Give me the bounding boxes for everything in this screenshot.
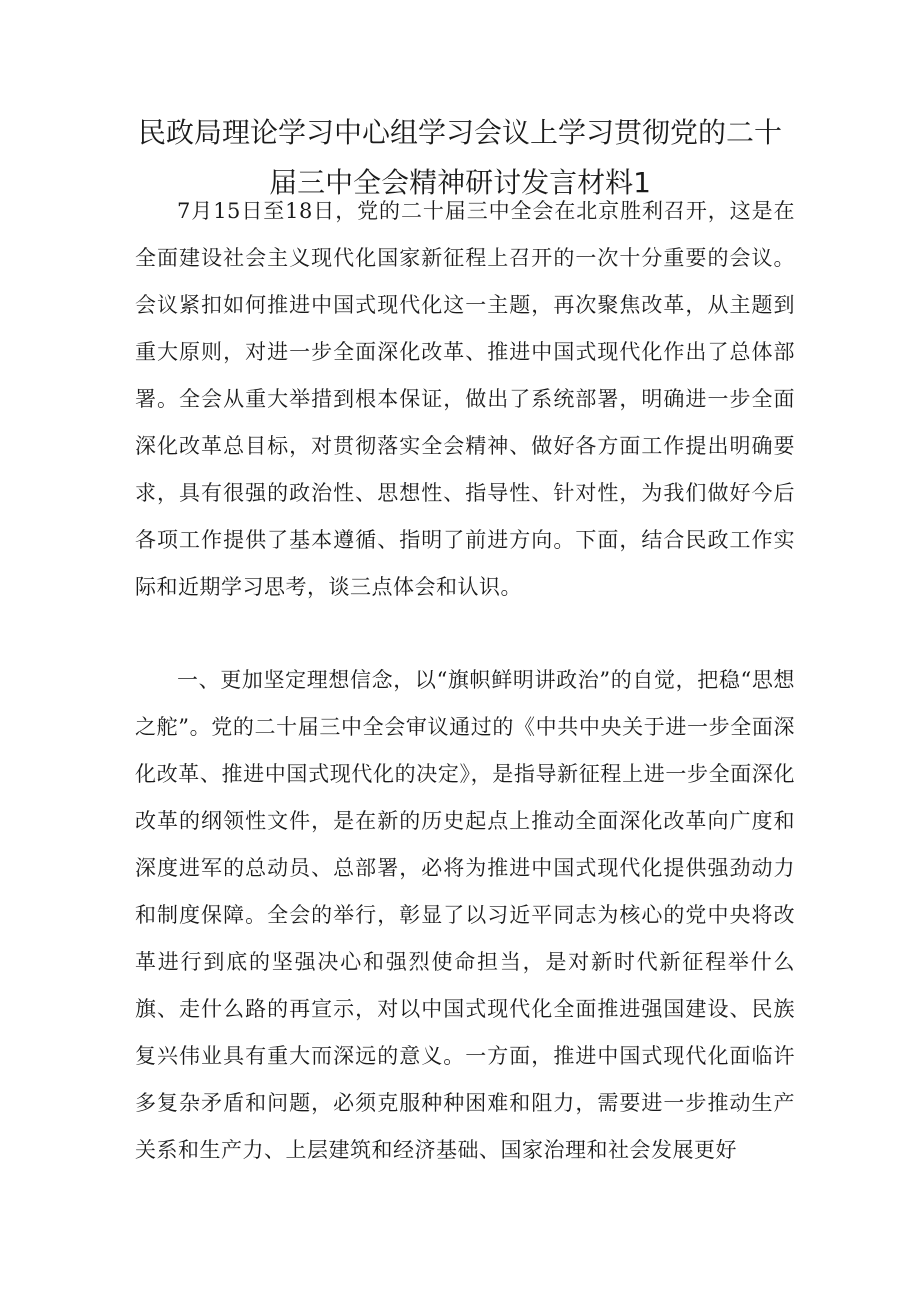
paragraph-section-one: 一、更加坚定理想信念，以“旗帜鲜明讲政治”的自觉，把稳“思想之舵”。党的二十届三中全会审议通过的《中共中央关于进一步全面深化改革、推进中国式现代化的决定》，是指导新征程上进一步全面深化改革的纲领性文件，是在新的历史起点上推动全面深化改革向广度和深度进军的总动员、总部署，必将为推进中国式现代化提供强劲动力和制度保障。全会的举行，彰显了以习近平同志为核心的党中央将改革进行到底的坚强决心和强烈使命担当，是对新时代新征程举什么旗、走什么路的再宣示，对以中国式现代化全面推进强国建设、民族复兴伟业具有重大而深远的意义。一方面，推进中国式现代化面临许多复杂矛盾和问题，必须克服种种困难和阻力，需要进一步推动生产关系和生产力、上层建筑和经济基础、国家治理和社会发展更好 <box>135 668 795 1162</box>
document-title: 民政局理论学习中心组学习会议上学习贯彻党的二十届三中全会精神研讨发言材料1 <box>137 116 782 199</box>
paragraph-intro: 7月15日至18日，党的二十届三中全会在北京胜利召开，这是在全面建设社会主义现代化国家新征程上召开的一次十分重要的会议。会议紧扣如何推进中国式现代化这一主题，再次聚焦改革，从主题到重大原则，对进一步全面深化改革、推进中国式现代化作出了总体部署。全会从重大举措到根本保证，做出了系统部署，明确进一步全面深化改革总目标，对贯彻落实全会精神、做好各方面工作提出明确要求，具有很强的政治性、思想性、指导性、针对性，为我们做好今后各项工作提供了基本遵循、指明了前进方向。下面，结合民政工作实际和近期学习思考，谈三点体会和认识。 <box>135 199 795 599</box>
